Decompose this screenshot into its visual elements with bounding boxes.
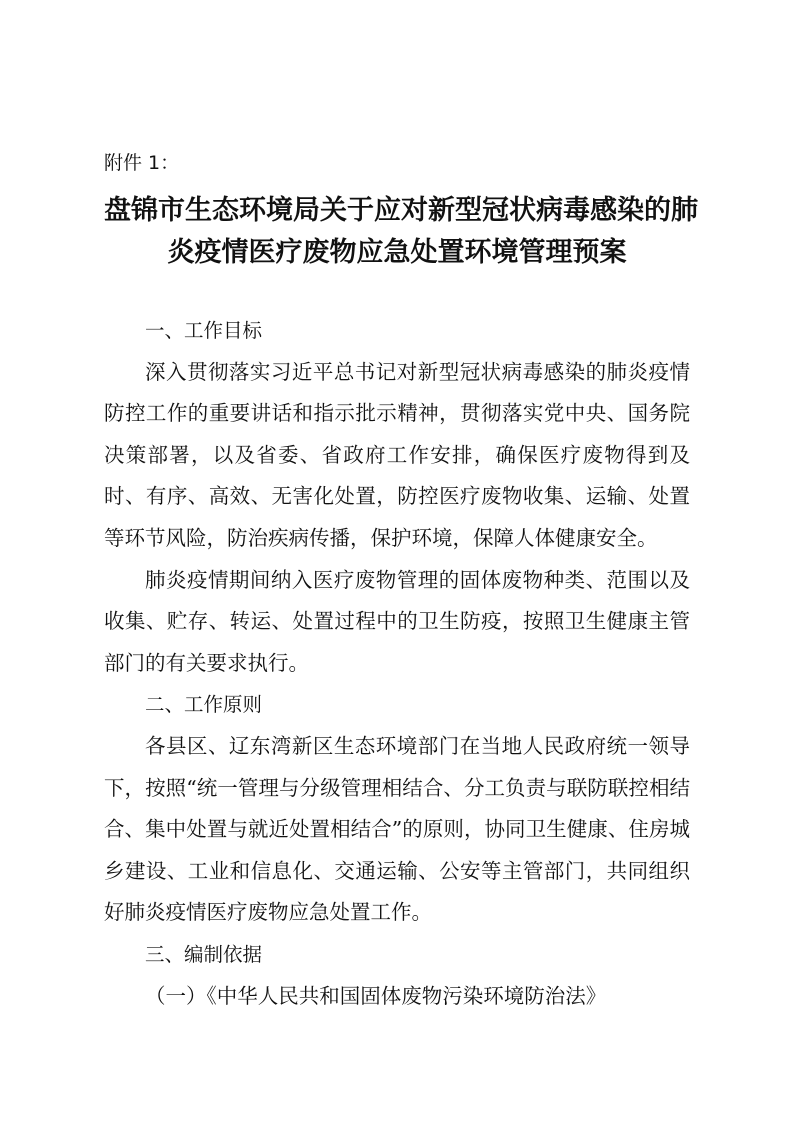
paragraph-goals-1: 深入贯彻落实习近平总书记对新型冠状病毒感染的肺炎疫情防控工作的重要讲话和指示批示精神，贯彻落实党中央、国务院决策部署，以及省委、省政府工作安排，确保医疗废物得到及时、有序、高效、无害化处置，防控医疗废物收集、运输、处置等环节风险，防治疾病传播，保护环境，保障人体健康安全。 — [104, 359, 690, 550]
title-line-1: 盘锦市生态环境局关于应对新型冠状病毒感染的肺 — [104, 195, 698, 226]
attachment-label: 附件 1： — [104, 152, 180, 174]
section-heading-goals: 一、工作目标 — [145, 319, 263, 342]
document-title — [104, 190, 698, 274]
section-heading-basis: 三、编制依据 — [145, 942, 263, 966]
section-heading-principles: 二、工作原则 — [145, 693, 263, 717]
paragraph-goals-2: 肺炎疫情期间纳入医疗废物管理的固体废物种类、范围以及收集、贮存、转运、处置过程中的卫生防疫，按照卫生健康主管部门的有关要求执行。 — [104, 567, 690, 675]
title-line-2: 炎疫情医疗废物应急处置环境管理预案 — [167, 237, 627, 268]
paragraph-principles-1: 各县区、辽东湾新区生态环境部门在当地人民政府统一领导下，按照“统一管理与分级管理相结合、分工负责与联防联控相结合、集中处置与就近处置相结合”的原则，协同卫生健康、住房城乡建设、工业和信息化、交通运输、公安等主管部门，共同组织好肺炎疫情医疗废物应急处置工作。 — [104, 733, 690, 925]
document-body — [104, 310, 690, 1017]
basis-item-1: （一）《中华人民共和国固体废物污染环境防治法》 — [145, 983, 607, 1008]
